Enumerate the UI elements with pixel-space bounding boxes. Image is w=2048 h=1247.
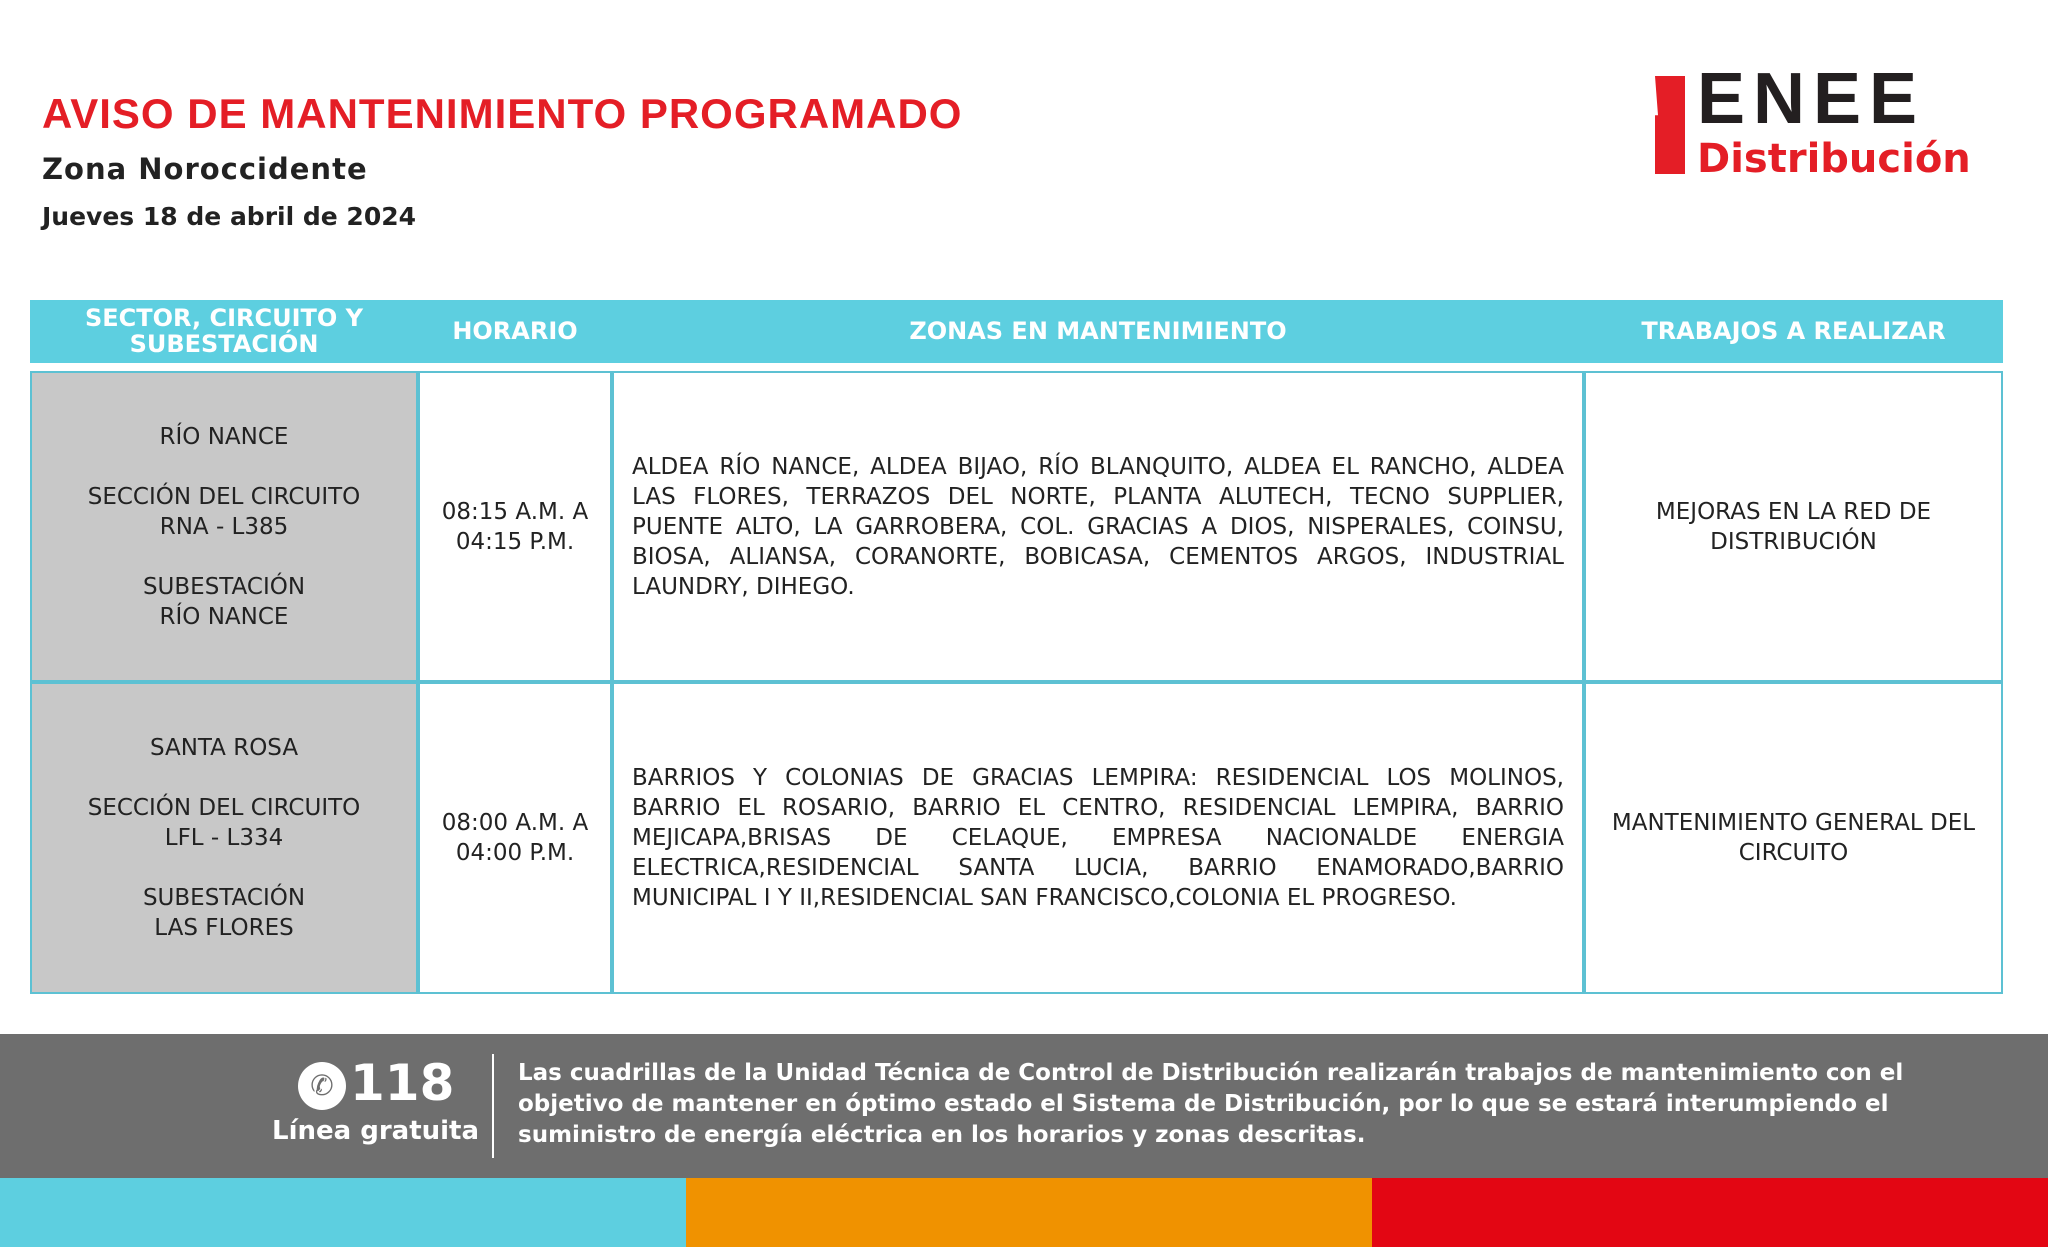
work-cell: MANTENIMIENTO GENERAL DEL CIRCUITO xyxy=(1584,682,2003,994)
tower-icon xyxy=(1655,76,1685,174)
time-cell: 08:00 A.M. A 04:00 P.M. xyxy=(418,682,612,994)
zones-cell: BARRIOS Y COLONIAS DE GRACIAS LEMPIRA: RESIDENCIAL LOS MOLINOS, BARRIO EL ROSARIO, BARRIO EL CENTRO, RESIDENCIAL LEMPIRA, BARRIO MEJICAPA,BRISAS DE CELAQUE, EMPRESA NACIONALDE ENERGIA ELECTRICA,RESIDENCIAL SANTA LUCIA, BARRIO ENAMORADO,BARRIO MUNICIPAL I Y II,RESIDENCIAL SAN FRANCISCO,COLONIA EL PROGRESO. xyxy=(612,682,1584,994)
substation-label: SUBESTACIÓN xyxy=(142,573,306,600)
footer xyxy=(0,1034,2048,1178)
header-work: TRABAJOS A REALIZAR xyxy=(1584,300,2003,363)
enee-logo xyxy=(1655,59,1995,182)
cyan-strip xyxy=(0,1178,686,1247)
footer-text: Las cuadrillas de la Unidad Técnica de Control de Distribución realizarán trabajos de mantenimiento con el objetivo de mantener en óptimo estado el Sistema de Distribución, por lo que se estará interumpiendo el suministro de energía eléctrica en los horarios y zonas descritas. xyxy=(518,1060,1904,1148)
phone-number[interactable]: 118 xyxy=(350,1054,455,1112)
zones-cell: ALDEA RÍO NANCE, ALDEA BIJAO, RÍO BLANQUITO, ALDEA EL RANCHO, ALDEA LAS FLORES, TERRAZOS DEL NORTE, PLANTA ALUTECH, TECNO SUPPLIER, PUENTE ALTO, LA GARROBERA, COL. GRACIAS A DIOS, NISPERALES, COINSU, BIOSA, ALIANSA, CORANORTE, BOBICASA, CEMENTOS ARGOS, INDUSTRIAL LAUNDRY, DIHEGO. xyxy=(612,371,1584,682)
time-cell: 08:15 A.M. A 04:15 P.M. xyxy=(418,371,612,682)
red-strip xyxy=(1372,1178,2048,1247)
phone-icon: ✆ xyxy=(298,1062,346,1110)
header-sector: SECTOR, CIRCUITO Y SUBESTACIÓN xyxy=(30,300,418,363)
logo-name: ENEE xyxy=(1697,59,1926,139)
circuit: LFL - L334 xyxy=(164,825,284,851)
page-title: AVISO DE MANTENIMIENTO PROGRAMADO xyxy=(42,90,963,137)
header-zones: ZONAS EN MANTENIMIENTO xyxy=(612,300,1584,363)
logo-sub: Distribución xyxy=(1697,136,1971,182)
divider xyxy=(492,1054,494,1158)
phone-label: Línea gratuita xyxy=(272,1116,480,1146)
substation-label: SUBESTACIÓN xyxy=(142,885,306,911)
table-row xyxy=(30,371,2003,682)
date: Jueves 18 de abril de 2024 xyxy=(42,202,417,231)
substation: RÍO NANCE xyxy=(159,603,289,630)
circuit-label: SECCIÓN DEL CIRCUITO xyxy=(87,483,361,510)
substation: LAS FLORES xyxy=(154,915,294,941)
sector-cell xyxy=(30,682,418,994)
sector-name: RÍO NANCE xyxy=(159,423,289,450)
maintenance-table xyxy=(30,300,2003,994)
circuit-label: SECCIÓN DEL CIRCUITO xyxy=(87,795,361,821)
sector-cell xyxy=(30,371,418,682)
table-header xyxy=(30,300,2003,363)
table-row xyxy=(30,682,2003,994)
header-time: HORARIO xyxy=(418,300,612,363)
orange-strip xyxy=(686,1178,1372,1247)
circuit: RNA - L385 xyxy=(159,513,289,540)
zone-subtitle: Zona Noroccidente xyxy=(42,152,368,186)
work-cell: MEJORAS EN LA RED DE DISTRIBUCIÓN xyxy=(1584,371,2003,682)
sector-name: SANTA ROSA xyxy=(149,735,299,761)
